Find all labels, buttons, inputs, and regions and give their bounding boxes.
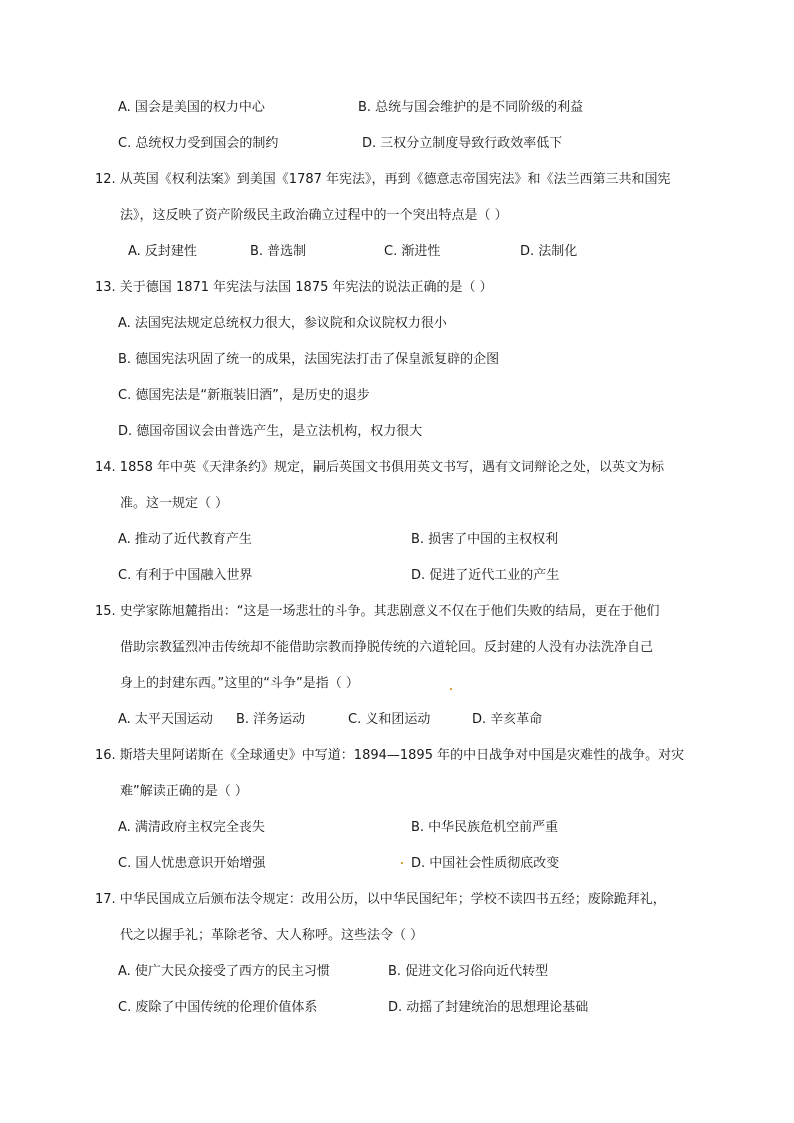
q15-option-c: C. 义和团运动 [348,712,431,727]
q16-option-c: C. 国人忧患意识开始增强 [118,856,266,871]
q14-option-b: B. 损害了中国的主权权利 [411,532,559,547]
q15-stem-line2: 借助宗教猛烈冲击传统却不能借助宗教而挣脱传统的六道轮回。反封建的人没有办法洗净自己 [120,640,654,655]
q12-stem-line1: 12. 从英国《权利法案》到美国《1787 年宪法》，再到《德意志帝国宪法》和《法兰西第三共和国宪 [95,172,671,187]
q13-option-c: C. 德国宪法是“新瓶装旧酒”，是历史的退步 [118,388,370,403]
q15-stem-line1: 15. 史学家陈旭麓指出：“这是一场悲壮的斗争。其悲剧意义不仅在于他们失败的结局，更在于他们 [95,604,660,619]
q16-stem-line1: 16. 斯塔夫里阿诺斯在《全球通史》中写道：1894—1895 年的中日战争对中国是灾难性的战争。对灾 [95,748,685,763]
q11-option-c: C. 总统权力受到国会的制约 [118,136,279,151]
q15-stem-line3: 身上的封建东西。”这里的“斗争”是指（ ） [120,676,359,691]
q11-option-a: A. 国会是美国的权力中心 [118,100,265,115]
q14-option-d: D. 促进了近代工业的产生 [411,568,560,583]
q12-stem-line2: 法》，这反映了资产阶级民主政治确立过程中的一个突出特点是（ ） [120,208,508,223]
q17-option-d: D. 动摇了封建统治的思想理论基础 [388,1000,589,1015]
q14-option-c: C. 有利于中国融入世界 [118,568,253,583]
q12-option-b: B. 普选制 [250,244,307,259]
q11-option-d: D. 三权分立制度导致行政效率低下 [362,136,563,151]
q15-option-d: D. 辛亥革命 [472,712,543,727]
q17-stem-line2: 代之以握手礼；革除老爷、大人称呼。这些法令（ ） [120,928,424,943]
q12-option-d: D. 法制化 [520,244,578,259]
q13-option-d: D. 德国帝国议会由普选产生，是立法机构，权力很大 [118,424,423,439]
q17-option-b: B. 促进文化习俗向近代转型 [388,964,549,979]
q12-option-a: A. 反封建性 [128,244,197,259]
q13-option-a: A. 法国宪法规定总统权力很大，参议院和众议院权力很小 [118,316,447,331]
q17-option-a: A. 使广大民众接受了西方的民主习惯 [118,964,330,979]
q14-stem-line2: 准。这一规定（ ） [120,496,229,511]
q14-stem-line1: 14. 1858 年中英《天津条约》规定，嗣后英国文书俱用英文书写，遇有文词辩论之处，以英文为标 [95,460,665,475]
q17-stem-line1: 17. 中华民国成立后颁布法令规定：改用公历，以中华民国纪年；学校不读四书五经；废除跪拜礼， [95,892,666,907]
q14-option-a: A. 推动了近代教育产生 [118,532,252,547]
q17-option-c: C. 废除了中国传统的伦理价值体系 [118,1000,318,1015]
q15-option-b: B. 洋务运动 [236,712,306,727]
q15-option-a: A. 太平天国运动 [118,712,213,727]
q12-option-c: C. 渐进性 [384,244,441,259]
q16-option-d: D. 中国社会性质彻底改变 [411,856,560,871]
q13-stem-line1: 13. 关于德国 1871 年宪法与法国 1875 年宪法的说法正确的是（ ） [95,280,493,295]
q11-option-b: B. 总统与国会维护的是不同阶级的利益 [358,100,584,115]
q13-option-b: B. 德国宪法巩固了统一的成果，法国宪法打击了保皇派复辟的企图 [118,352,500,367]
decorative-dot [450,688,452,690]
decorative-dot [401,862,403,864]
q16-option-a: A. 满清政府主权完全丧失 [118,820,265,835]
q16-stem-line2: 难”解读正确的是（ ） [120,784,248,799]
q16-option-b: B. 中华民族危机空前严重 [411,820,559,835]
